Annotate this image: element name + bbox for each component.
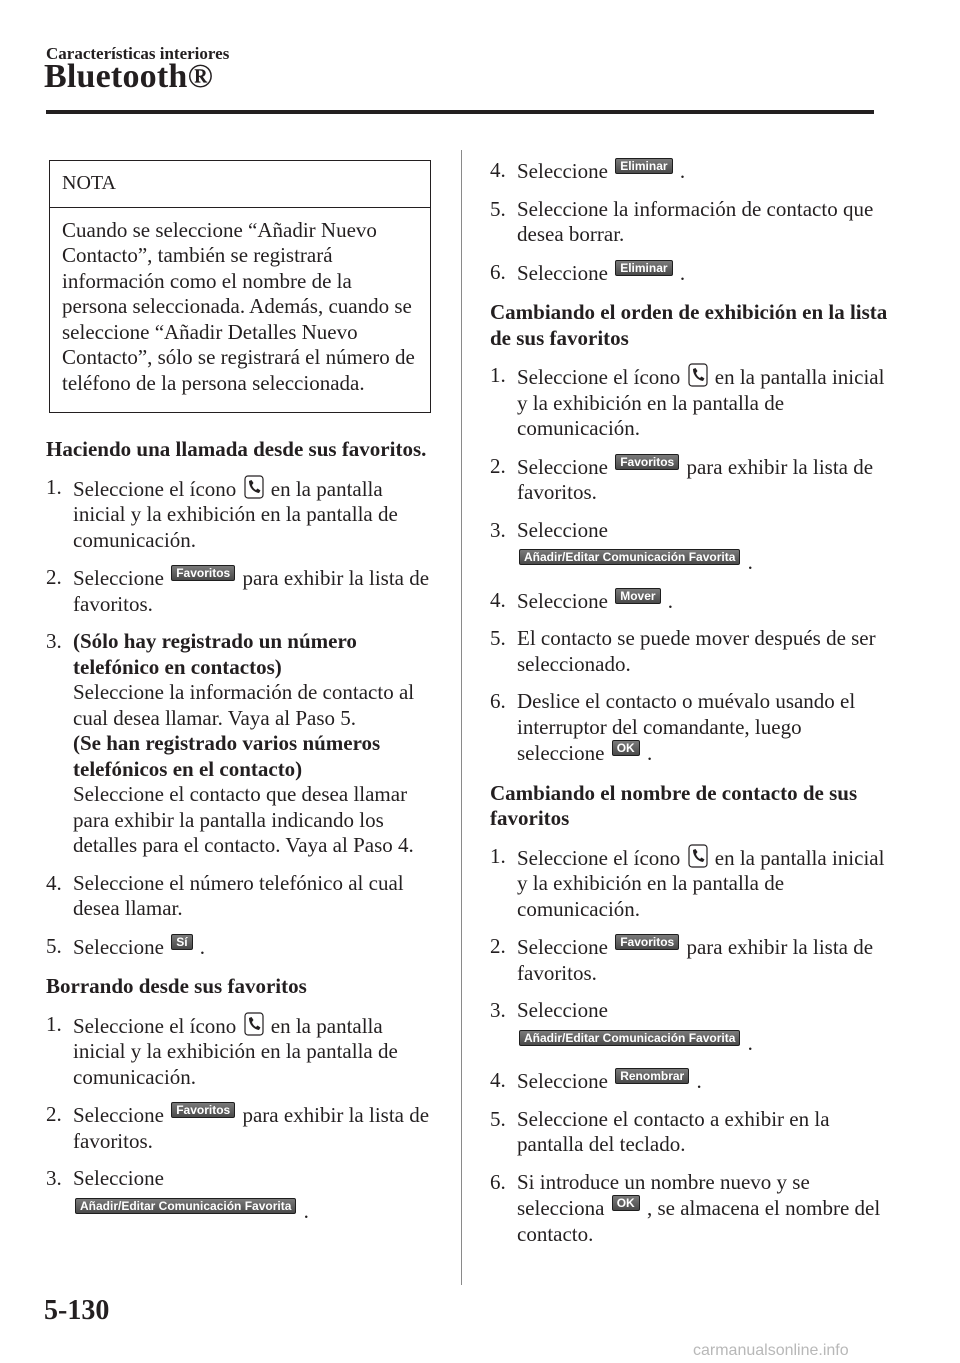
rename-step-3: 3. Seleccione Añadir/Editar Comunicación Favorita . <box>490 998 753 1055</box>
mover-button: Mover <box>615 588 660 604</box>
note-text: Cuando se seleccione “Añadir Nuevo Contacto”, también se registrará información como el nombre de la persona seleccionada. Además, cuando se seleccione “Añadir Detalles Nuevo Contacto”, sólo se registrará el número de teléfono de la persona seleccionada. <box>62 217 415 395</box>
page-title: Bluetooth® <box>44 58 214 95</box>
si-button: Sí <box>171 934 192 950</box>
favoritos-button: Favoritos <box>171 565 235 581</box>
delete-step-6: 6. Seleccione Eliminar . <box>490 259 686 285</box>
renombrar-button: Renombrar <box>615 1068 689 1084</box>
step-number: 5. <box>46 933 62 958</box>
phone-icon <box>688 363 708 387</box>
rename-step-5: 5. Seleccione el contacto a exhibir en la pantalla del teclado. <box>490 1106 830 1156</box>
order-step-1: 1. Seleccione el ícono en la pantalla inicial y la exhibición en la pantalla de comunicación. <box>490 363 885 440</box>
step-number: 1. <box>46 474 62 499</box>
step-number: 4. <box>490 1068 506 1092</box>
step-number: 6. <box>490 689 506 713</box>
call-step-4: 4. Seleccione el número telefónico al cual desea llamar. <box>46 870 404 920</box>
rename-step-4: 4. Seleccione Renombrar . <box>490 1068 702 1093</box>
step-number: 5. <box>490 196 506 221</box>
call-step-3: 3. (Sólo hay registrado un número telefónico en contactos) Seleccione la información de contacto al cual desea llamar. Vaya al Paso 5. (Se han registrado varios números telefónicos en el contacto) Seleccione el contacto que desea llamar para exhibir la pantalla indicando los detalles para el contacto. Vaya al Paso 4. <box>46 629 436 859</box>
note-box <box>49 160 431 413</box>
section-heading-order: Cambiando el orden de exhibición en la lista de sus favoritos <box>490 300 888 350</box>
step-number: 4. <box>490 587 506 612</box>
step-number: 3. <box>490 998 506 1022</box>
add-edit-favorite-button: Añadir/Editar Comunicación Favorita <box>75 1198 296 1214</box>
section-label: Características interiores <box>46 44 230 63</box>
step-number: 5. <box>490 626 506 650</box>
order-step-6: 6. Deslice el contacto o muévalo usando el interruptor del comandante, luego seleccione OK . <box>490 689 856 765</box>
favoritos-button: Favoritos <box>171 1102 235 1118</box>
column-divider <box>461 150 462 1285</box>
step-number: 3. <box>46 1166 62 1190</box>
favoritos-button: Favoritos <box>615 934 679 950</box>
condition-multiple-numbers: (Se han registrado varios números telefónicos en el contacto) <box>73 731 381 781</box>
section-heading-delete: Borrando desde sus favoritos <box>46 974 307 998</box>
rename-step-2: 2. Seleccione Favoritos para exhibir la lista de favoritos. <box>490 934 874 985</box>
step-number: 3. <box>490 517 506 542</box>
step-number: 2. <box>46 1102 62 1126</box>
condition-single-number: (Sólo hay registrado un número telefónico en contactos) <box>73 629 357 679</box>
section-heading-call: Haciendo una llamada desde sus favoritos. <box>46 437 427 461</box>
step-number: 3. <box>46 629 62 653</box>
call-step-1: 1. Seleccione el ícono en la pantalla inicial y la exhibición en la pantalla de comunicación. <box>46 474 398 552</box>
phone-icon <box>244 475 264 499</box>
title-rule <box>46 110 874 114</box>
page-number: 5-130 <box>44 1295 110 1326</box>
call-step-2: 2. Seleccione Favoritos para exhibir la lista de favoritos. <box>46 565 430 616</box>
phone-icon <box>688 844 708 868</box>
rename-step-6: 6. Si introduce un nombre nuevo y se selecciona OK , se almacena el nombre del contacto. <box>490 1169 881 1246</box>
step-number: 2. <box>490 453 506 478</box>
rename-step-1: 1. Seleccione el ícono en la pantalla inicial y la exhibición en la pantalla de comunicación. <box>490 843 885 921</box>
step-number: 6. <box>490 1169 506 1194</box>
order-step-2: 2. Seleccione Favoritos para exhibir la lista de favoritos. <box>490 453 874 504</box>
order-step-4: 4. Seleccione Mover . <box>490 587 674 613</box>
delete-step-1: 1. Seleccione el ícono en la pantalla inicial y la exhibición en la pantalla de comunicación. <box>46 1011 398 1089</box>
call-step-5: 5. Seleccione Sí . <box>46 933 206 959</box>
left-column <box>46 160 436 1224</box>
phone-icon <box>244 1012 264 1036</box>
delete-step-3: 3. Seleccione Añadir/Editar Comunicación Favorita . <box>46 1166 309 1223</box>
delete-step-4: 4. Seleccione Eliminar . <box>490 158 686 183</box>
section-heading-rename: Cambiando el nombre de contacto de sus favoritos <box>490 780 858 830</box>
add-edit-favorite-button: Añadir/Editar Comunicación Favorita <box>519 1030 740 1046</box>
step-number: 2. <box>490 934 506 958</box>
step-number: 1. <box>490 363 506 387</box>
ok-button: OK <box>612 1195 640 1211</box>
step-number: 5. <box>490 1106 506 1131</box>
order-step-3: 3. Seleccione Añadir/Editar Comunicación Favorita . <box>490 517 753 574</box>
favoritos-button: Favoritos <box>615 454 679 470</box>
step-number: 6. <box>490 259 506 284</box>
eliminar-button: Eliminar <box>615 158 672 174</box>
note-heading: NOTA <box>50 161 430 208</box>
right-column <box>490 158 890 1247</box>
order-step-5: 5. El contacto se puede mover después de ser seleccionado. <box>490 626 876 676</box>
step-number: 4. <box>490 158 506 182</box>
watermark: carmanualsonline.info <box>693 1342 849 1359</box>
eliminar-button: Eliminar <box>615 260 672 276</box>
delete-step-2: 2. Seleccione Favoritos para exhibir la lista de favoritos. <box>46 1102 430 1153</box>
step-number: 1. <box>46 1011 62 1036</box>
add-edit-favorite-button: Añadir/Editar Comunicación Favorita <box>519 549 740 565</box>
ok-button: OK <box>612 740 640 756</box>
step-number: 1. <box>490 843 506 868</box>
delete-step-5: 5. Seleccione la información de contacto que desea borrar. <box>490 196 874 246</box>
step-number: 4. <box>46 870 62 895</box>
step-number: 2. <box>46 565 62 589</box>
